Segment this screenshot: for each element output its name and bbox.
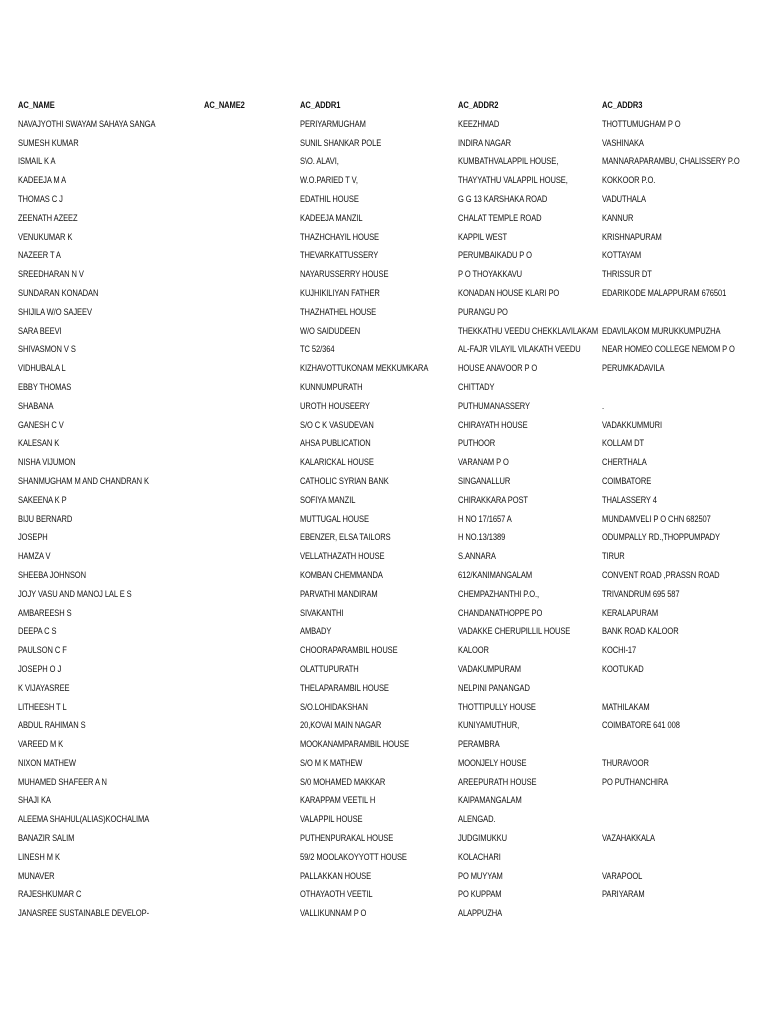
cell-ac-addr2: JUDGIMUKKU: [458, 833, 507, 844]
account-address-table: [18, 96, 770, 923]
cell-ac-addr1: KUNNUMPURATH: [300, 381, 363, 392]
cell-ac-addr2: CHANDANATHOPPE PO: [458, 607, 543, 618]
table-row: [18, 134, 770, 153]
cell-ac-name: JANASREE SUSTAINABLE DEVELOP-: [18, 908, 150, 919]
cell-ac-addr1: CATHOLIC SYRIAN BANK: [300, 475, 389, 486]
cell-ac-addr3: KOOTUKAD: [602, 663, 644, 674]
cell-ac-name: SARA BEEVI: [18, 325, 62, 336]
cell-ac-addr3: COIMBATORE 641 008: [602, 720, 680, 731]
cell-ac-addr2: THEKKATHU VEEDU CHEKKLAVILAKAM: [458, 325, 599, 336]
cell-ac-name: NISHA VIJUMON: [18, 457, 76, 468]
cell-ac-name: SHANMUGHAM M AND CHANDRAN K: [18, 475, 149, 486]
cell-ac-name: JOJY VASU AND MANOJ LAL E S: [18, 588, 132, 599]
cell-ac-addr2: THOTTIPULLY HOUSE: [458, 701, 536, 712]
cell-ac-addr3: ODUMPALLY RD.,THOPPUMPADY: [602, 532, 720, 543]
cell-ac-addr2: KEEZHMAD: [458, 118, 500, 129]
cell-ac-name: VAREED M K: [18, 739, 64, 750]
cell-ac-name: MUNAVER: [18, 870, 55, 881]
cell-ac-addr1: KARAPPAM VEETIL H: [300, 795, 376, 806]
cell-ac-addr2: AL-FAJR VILAYIL VILAKATH VEEDU: [458, 344, 581, 355]
cell-ac-addr2: CHALAT TEMPLE ROAD: [458, 212, 542, 223]
table-row: [18, 904, 770, 923]
cell-ac-addr3: PERUMKADAVILA: [602, 363, 665, 374]
cell-ac-name: KALESAN K: [18, 438, 60, 449]
cell-ac-addr2: KUNIYAMUTHUR,: [458, 720, 520, 731]
table-row: [18, 340, 770, 359]
cell-ac-addr1: KUJHIKILIYAN FATHER: [300, 287, 380, 298]
cell-ac-addr2: PURANGU PO: [458, 306, 508, 317]
cell-ac-addr2: KAPPIL WEST: [458, 231, 508, 242]
table-row: [18, 754, 770, 773]
table-row: [18, 829, 770, 848]
cell-ac-addr2: KALOOR: [458, 645, 489, 656]
cell-ac-addr1: MUTTUGAL HOUSE: [300, 513, 369, 524]
table-row: [18, 528, 770, 547]
cell-ac-name: SHAJI KA: [18, 795, 51, 806]
cell-ac-addr1: OTHAYAOTH VEETIL: [300, 889, 373, 900]
cell-ac-addr1: S/0 MOHAMED MAKKAR: [300, 776, 386, 787]
cell-ac-name: EBBY THOMAS: [18, 381, 72, 392]
cell-ac-addr2: SINGANALLUR: [458, 475, 511, 486]
table-row: [18, 716, 770, 735]
cell-ac-addr2: VARANAM P O: [458, 457, 509, 468]
cell-ac-addr1: MOOKANAMPARAMBIL HOUSE: [300, 739, 410, 750]
cell-ac-addr1: PALLAKKAN HOUSE: [300, 870, 372, 881]
cell-ac-addr3: BANK ROAD KALOOR: [602, 626, 679, 637]
cell-ac-addr1: PUTHENPURAKAL HOUSE: [300, 833, 394, 844]
cell-ac-addr3: MANNARAPARAMBU, CHALISSERY P.O: [602, 156, 740, 167]
cell-ac-name: ABDUL RAHIMAN S: [18, 720, 86, 731]
cell-ac-addr2: HOUSE ANAVOOR P O: [458, 363, 538, 374]
table-row: [18, 397, 770, 416]
cell-ac-addr3: MUNDAMVELI P O CHN 682507: [602, 513, 711, 524]
cell-ac-addr2: KUMBATHVALAPPIL HOUSE,: [458, 156, 559, 167]
table-row: [18, 434, 770, 453]
cell-ac-name: VIDHUBALA L: [18, 363, 66, 374]
cell-ac-addr3: KOKKOOR P.O.: [602, 175, 656, 186]
cell-ac-name: DEEPA C S: [18, 626, 57, 637]
cell-ac-addr2: PERUMBAIKADU P O: [458, 250, 532, 261]
cell-ac-addr2: CHEMPAZHANTHI P.O.,: [458, 588, 540, 599]
cell-ac-addr2: AREEPURATH HOUSE: [458, 776, 537, 787]
cell-ac-addr3: KERALAPURAM: [602, 607, 659, 618]
cell-ac-addr3: CONVENT ROAD ,PRASSN ROAD: [602, 569, 720, 580]
cell-ac-addr1: KALARICKAL HOUSE: [300, 457, 374, 468]
table-row: [18, 209, 770, 228]
cell-ac-name: KADEEJA M A: [18, 175, 67, 186]
cell-ac-addr3: VASHINAKA: [602, 137, 644, 148]
cell-ac-addr3: THURAVOOR: [602, 757, 649, 768]
cell-ac-addr3: CHERTHALA: [602, 457, 647, 468]
cell-ac-name: AMBAREESH S: [18, 607, 72, 618]
table-row: [18, 848, 770, 867]
cell-ac-addr1: AMBADY: [300, 626, 332, 637]
table-row: [18, 585, 770, 604]
table-row: [18, 359, 770, 378]
cell-ac-name: LINESH M K: [18, 851, 60, 862]
cell-ac-addr1: THEVARKATTUSSERY: [300, 250, 379, 261]
cell-ac-addr2: VADAKKE CHERUPILLIL HOUSE: [458, 626, 571, 637]
cell-ac-addr1: THELAPARAMBIL HOUSE: [300, 682, 389, 693]
cell-ac-addr2: H NO.13/1389: [458, 532, 506, 543]
cell-ac-name: VENUKUMAR K: [18, 231, 73, 242]
cell-ac-addr3: KOTTAYAM: [602, 250, 642, 261]
cell-ac-addr1: S/O C K VASUDEVAN: [300, 419, 374, 430]
cell-ac-addr2: NELPINI PANANGAD: [458, 682, 530, 693]
cell-ac-name: SHABANA: [18, 400, 54, 411]
cell-ac-name: NIXON MATHEW: [18, 757, 76, 768]
cell-ac-addr1: VALAPPIL HOUSE: [300, 814, 363, 825]
cell-ac-name: MUHAMED SHAFEER A N: [18, 776, 107, 787]
table-row: [18, 622, 770, 641]
cell-ac-addr2: P O THOYAKKAVU: [458, 269, 523, 280]
cell-ac-addr3: TIRUR: [602, 551, 625, 562]
table-row: [18, 660, 770, 679]
cell-ac-addr2: PERAMBRA: [458, 739, 500, 750]
table-row: [18, 472, 770, 491]
cell-ac-addr2: G G 13 KARSHAKA ROAD: [458, 193, 548, 204]
cell-ac-addr3: VAZAHAKKALA: [602, 833, 655, 844]
cell-ac-addr1: EBENZER, ELSA TAILORS: [300, 532, 391, 543]
table-row: [18, 453, 770, 472]
cell-ac-name: RAJESHKUMAR C: [18, 889, 82, 900]
cell-ac-addr2: THAYYATHU VALAPPIL HOUSE,: [458, 175, 568, 186]
cell-ac-name: JOSEPH: [18, 532, 48, 543]
cell-ac-addr1: S/O.LOHIDAKSHAN: [300, 701, 368, 712]
cell-ac-addr3: PARIYARAM: [602, 889, 645, 900]
cell-ac-addr1: SOFIYA MANZIL: [300, 494, 356, 505]
cell-ac-addr3: VADAKKUMMURI: [602, 419, 662, 430]
table-row: [18, 284, 770, 303]
cell-ac-addr1: PARVATHI MANDIRAM: [300, 588, 378, 599]
cell-ac-addr2: CHITTADY: [458, 381, 495, 392]
cell-ac-addr3: VARAPOOL: [602, 870, 643, 881]
cell-ac-addr1: KIZHAVOTTUKONAM MEKKUMKARA: [300, 363, 429, 374]
cell-ac-addr2: KONADAN HOUSE KLARI PO: [458, 287, 560, 298]
cell-ac-addr3: MATHILAKAM: [602, 701, 650, 712]
cell-ac-addr1: AHSA PUBLICATION: [300, 438, 371, 449]
column-header-ac-name: AC_NAME: [18, 100, 55, 110]
cell-ac-addr1: NAYARUSSERRY HOUSE: [300, 269, 389, 280]
cell-ac-addr3: THRISSUR DT: [602, 269, 652, 280]
column-header-ac-addr2: AC_ADDR2: [458, 100, 499, 110]
cell-ac-addr2: ALAPPUZHA: [458, 908, 503, 919]
table-row: [18, 679, 770, 698]
cell-ac-addr1: SIVAKANTHI: [300, 607, 344, 618]
cell-ac-addr1: TC 52/364: [300, 344, 335, 355]
cell-ac-addr2: INDIRA NAGAR: [458, 137, 512, 148]
cell-ac-addr1: 59/2 MOOLAKOYYOTT HOUSE: [300, 851, 407, 862]
cell-ac-name: SHEEBA JOHNSON: [18, 569, 86, 580]
table-row: [18, 265, 770, 284]
cell-ac-name: SHIJILA W/O SAJEEV: [18, 306, 92, 317]
table-row: [18, 491, 770, 510]
table-row: [18, 735, 770, 754]
column-header-ac-name2: AC_NAME2: [204, 100, 245, 110]
table-row: [18, 698, 770, 717]
cell-ac-addr1: CHOORAPARAMBIL HOUSE: [300, 645, 398, 656]
cell-ac-addr1: 20,KOVAI MAIN NAGAR: [300, 720, 382, 731]
table-row: [18, 416, 770, 435]
cell-ac-addr2: PO MUYYAM: [458, 870, 503, 881]
cell-ac-addr3: KRISHNAPURAM: [602, 231, 662, 242]
cell-ac-addr3: PO PUTHANCHIRA: [602, 776, 669, 787]
table-row: [18, 510, 770, 529]
table-row: [18, 322, 770, 341]
cell-ac-addr2: CHIRAYATH HOUSE: [458, 419, 528, 430]
table-row: [18, 303, 770, 322]
cell-ac-addr1: THAZHCHAYIL HOUSE: [300, 231, 379, 242]
cell-ac-addr1: PERIYARMUGHAM: [300, 118, 366, 129]
table-body: [18, 115, 770, 923]
cell-ac-addr2: PO KUPPAM: [458, 889, 502, 900]
table-row: [18, 604, 770, 623]
cell-ac-name: BIJU BERNARD: [18, 513, 73, 524]
cell-ac-name: SUNDARAN KONADAN: [18, 287, 99, 298]
table-row: [18, 246, 770, 265]
cell-ac-addr3: COIMBATORE: [602, 475, 652, 486]
cell-ac-addr3: KANNUR: [602, 212, 634, 223]
cell-ac-addr2: KAIPAMANGALAM: [458, 795, 522, 806]
cell-ac-addr1: W.O.PARIED T V,: [300, 175, 358, 186]
cell-ac-addr1: VELLATHAZATH HOUSE: [300, 551, 385, 562]
cell-ac-addr3: EDAVILAKOM MURUKKUMPUZHA: [602, 325, 721, 336]
cell-ac-name: ZEENATH AZEEZ: [18, 212, 78, 223]
cell-ac-name: HAMZA V: [18, 551, 51, 562]
cell-ac-name: GANESH C V: [18, 419, 64, 430]
cell-ac-addr1: S/O M K MATHEW: [300, 757, 363, 768]
cell-ac-addr1: SUNIL SHANKAR POLE: [300, 137, 382, 148]
cell-ac-addr1: KOMBAN CHEMMANDA: [300, 569, 383, 580]
cell-ac-addr2: PUTHOOR: [458, 438, 496, 449]
cell-ac-addr1: VALLIKUNNAM P O: [300, 908, 367, 919]
table-row: [18, 791, 770, 810]
cell-ac-name: LITHEESH T L: [18, 701, 67, 712]
table-row: [18, 547, 770, 566]
cell-ac-addr2: 612/KANIMANGALAM: [458, 569, 533, 580]
cell-ac-addr3: .: [602, 400, 605, 411]
cell-ac-addr2: CHIRAKKARA POST: [458, 494, 528, 505]
cell-ac-addr2: MOONJELY HOUSE: [458, 757, 527, 768]
table-row: [18, 190, 770, 209]
cell-ac-name: SAKEENA K P: [18, 494, 67, 505]
cell-ac-name: BANAZIR SALIM: [18, 833, 75, 844]
cell-ac-addr3: THALASSERY 4: [602, 494, 657, 505]
table-header-row: [18, 96, 770, 115]
cell-ac-addr3: NEAR HOMEO COLLEGE NEMOM P O: [602, 344, 735, 355]
table-row: [18, 867, 770, 886]
column-header-ac-addr3: AC_ADDR3: [602, 100, 643, 110]
cell-ac-name: JOSEPH O J: [18, 663, 62, 674]
table-row: [18, 152, 770, 171]
column-header-ac-addr1: AC_ADDR1: [300, 100, 341, 110]
cell-ac-addr2: ALENGAD.: [458, 814, 496, 825]
cell-ac-name: SHIVASMON V S: [18, 344, 76, 355]
cell-ac-addr1: S\O. ALAVI,: [300, 156, 339, 167]
cell-ac-addr3: KOLLAM DT: [602, 438, 644, 449]
cell-ac-name: ISMAIL K A: [18, 156, 56, 167]
cell-ac-addr3: EDARIKODE MALAPPURAM 676501: [602, 287, 727, 298]
table-row: [18, 566, 770, 585]
cell-ac-name: K VIJAYASREE: [18, 682, 70, 693]
cell-ac-addr2: H NO 17/1657 A: [458, 513, 512, 524]
cell-ac-addr2: VADAKUMPURAM: [458, 663, 521, 674]
cell-ac-addr1: THAZHATHEL HOUSE: [300, 306, 377, 317]
table-row: [18, 641, 770, 660]
cell-ac-addr1: EDATHIL HOUSE: [300, 193, 359, 204]
cell-ac-addr1: OLATTUPURATH: [300, 663, 359, 674]
cell-ac-name: ALEEMA SHAHUL(ALIAS)KOCHALIMA: [18, 814, 150, 825]
cell-ac-addr2: PUTHUMANASSERY: [458, 400, 530, 411]
table-row: [18, 773, 770, 792]
table-row: [18, 810, 770, 829]
cell-ac-addr1: W/O SAIDUDEEN: [300, 325, 361, 336]
cell-ac-addr3: THOTTUMUGHAM P O: [602, 118, 681, 129]
cell-ac-addr1: UROTH HOUSEERY: [300, 400, 370, 411]
table-row: [18, 171, 770, 190]
cell-ac-name: NAVAJYOTHI SWAYAM SAHAYA SANGA: [18, 118, 156, 129]
cell-ac-name: PAULSON C F: [18, 645, 67, 656]
cell-ac-name: SUMESH KUMAR: [18, 137, 79, 148]
cell-ac-addr3: VADUTHALA: [602, 193, 646, 204]
table-row: [18, 115, 770, 134]
cell-ac-addr3: KOCHI-17: [602, 645, 637, 656]
cell-ac-addr3: TRIVANDRUM 695 587: [602, 588, 680, 599]
table-row: [18, 228, 770, 247]
cell-ac-addr2: S.ANNARA: [458, 551, 496, 562]
cell-ac-addr1: KADEEJA MANZIL: [300, 212, 363, 223]
cell-ac-name: SREEDHARAN N V: [18, 269, 84, 280]
cell-ac-name: THOMAS C J: [18, 193, 63, 204]
table-row: [18, 378, 770, 397]
table-row: [18, 885, 770, 904]
cell-ac-name: NAZEER T A: [18, 250, 61, 261]
cell-ac-addr2: KOLACHARI: [458, 851, 501, 862]
